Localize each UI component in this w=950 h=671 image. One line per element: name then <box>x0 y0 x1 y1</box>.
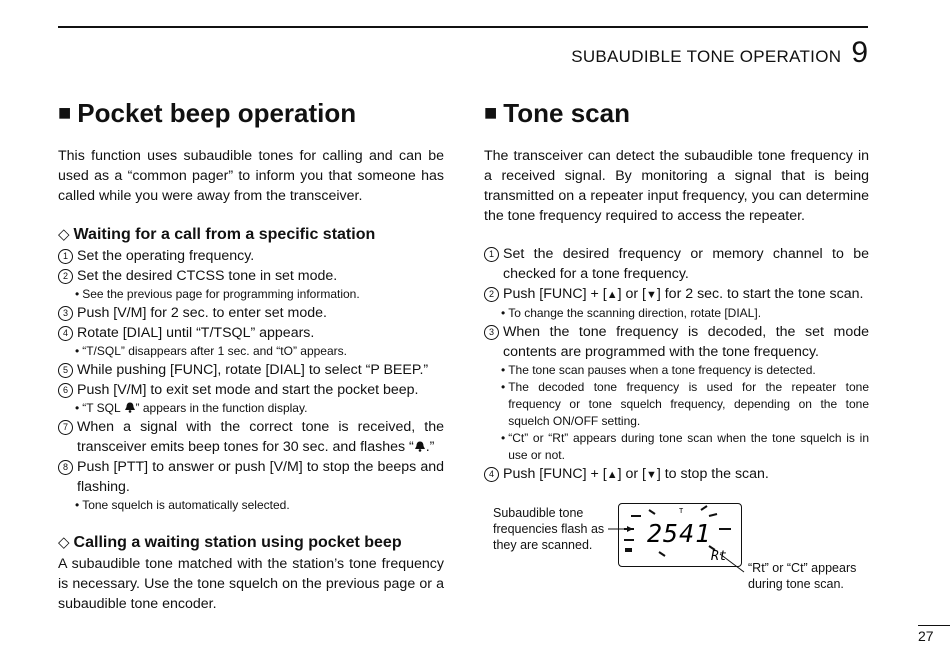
calling-subheading: ◇ Calling a waiting station using pocket beep <box>58 532 444 554</box>
pocket-beep-heading: ■ Pocket beep operation <box>58 98 357 128</box>
square-bullet-icon: ■ <box>58 100 72 125</box>
step-1: 1 Set the operating frequency. <box>58 246 444 266</box>
calling-text: A subaudible tone matched with the station’s tone frequency is necessary. Use the tone squelch on the previous page or a subaudible tone encoder. <box>58 556 444 612</box>
step-6: 6 Push [V/M] to exit set mode and start the pocket beep. <box>58 380 444 400</box>
note: • To change the scanning direction, rotate [DIAL]. <box>501 306 762 320</box>
scan-step-4: 4 Push [FUNC] + [▲] or [▼] to stop the scan. <box>484 464 869 485</box>
note: • See the previous page for programming information. <box>75 287 360 301</box>
note: • “T/SQL” disappears after 1 sec. and “tO” appears. <box>75 344 347 358</box>
page-number: 27 <box>918 628 934 644</box>
scan-step-1: 1 Set the desired frequency or memory channel to be checked for a tone frequency. <box>484 244 869 284</box>
waiting-subheading: ◇ Waiting for a call from a specific station <box>58 224 444 246</box>
right-column <box>484 96 869 485</box>
left-column <box>58 96 444 614</box>
scan-step-3: 3 When the tone frequency is decoded, the set mode contents are programmed with the tone frequency. <box>484 322 869 362</box>
scan-step-2: 2 Push [FUNC] + [▲] or [▼] for 2 sec. to start the tone scan. <box>484 284 869 305</box>
page-header <box>571 36 868 70</box>
note: • The tone scan pauses when a tone frequency is detected. <box>501 363 816 377</box>
diamond-icon: ◇ <box>58 534 70 551</box>
step-3: 3 Push [V/M] for 2 sec. to enter set mode. <box>58 303 444 323</box>
bell-icon <box>124 402 136 413</box>
tone-scan-intro: The transceiver can detect the subaudible tone frequency in a received signal. By monitoring a signal that is being transmitted on a repeater input frequency, you can determine the tone frequency required to access the repeater. <box>484 148 869 224</box>
up-arrow-icon: ▲ <box>606 289 618 301</box>
down-arrow-icon: ▼ <box>645 469 657 481</box>
note: • The decoded tone frequency is used for the repeater tone frequency or tone squelch frequency, depending on the tone squelch ON/OFF setting. <box>501 380 869 428</box>
lcd-rt-indicator: Rt <box>711 549 727 564</box>
step-7: 7 When a signal with the correct tone is received, the transceiver emits beep tones for 30 sec. and flashes “ .” <box>58 417 444 457</box>
note: • “T SQL ” appears in the function display. <box>75 401 308 415</box>
lcd-t-indicator: T <box>679 507 684 515</box>
step-8: 8 Push [PTT] to answer or push [V/M] to stop the beeps and flashing. <box>58 457 444 497</box>
top-rule <box>58 26 868 28</box>
note: • “Ct” or “Rt” appears during tone scan when the tone squelch is in use or not. <box>501 431 869 462</box>
step-5: 5 While pushing [FUNC], rotate [DIAL] to select “P BEEP.” <box>58 360 444 380</box>
figure-caption-right: “Rt” or “Ct” appears during tone scan. <box>748 561 857 591</box>
pocket-beep-intro: This function uses subaudible tones for calling and can be used as a “common pager” to inform you that someone has called while you were away from the transceiver. <box>58 148 444 204</box>
bell-icon <box>414 441 426 452</box>
tone-scan-heading: ■ Tone scan <box>484 98 630 128</box>
up-arrow-icon: ▲ <box>606 469 618 481</box>
figure-caption-left: Subaudible tone frequencies flash as they are scanned. <box>493 506 605 552</box>
step-4: 4 Rotate [DIAL] until “T/TSQL” appears. <box>58 323 444 343</box>
down-arrow-icon: ▼ <box>645 289 657 301</box>
lcd-digits: 2541 <box>647 519 712 548</box>
page-number-rule <box>918 625 950 626</box>
lcd-display <box>618 503 742 567</box>
section-title: SUBAUDIBLE TONE OPERATION <box>571 47 842 66</box>
lcd-figure <box>484 500 870 600</box>
step-2: 2 Set the desired CTCSS tone in set mode. <box>58 266 444 286</box>
section-number: 9 <box>851 36 868 69</box>
square-bullet-icon: ■ <box>484 100 498 125</box>
note: • Tone squelch is automatically selected. <box>75 498 290 512</box>
diamond-icon: ◇ <box>58 226 70 243</box>
